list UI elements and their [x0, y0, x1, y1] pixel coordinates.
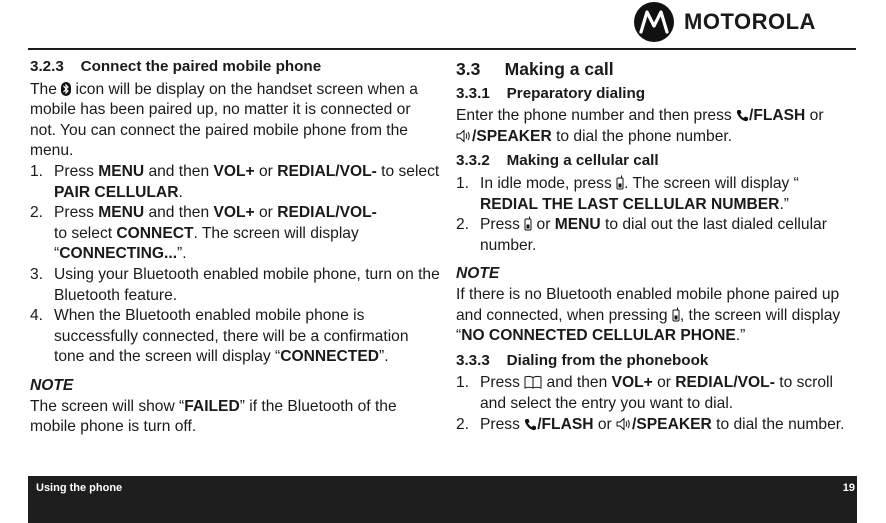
- brand-name: MOTOROLA: [684, 9, 816, 34]
- page-number: 19: [842, 482, 855, 494]
- page-footer: [28, 476, 857, 523]
- section-heading-3-3-3: 3.3.3 Dialing from the phonebook: [456, 351, 709, 369]
- header-rule: [28, 48, 856, 50]
- right-column: [456, 57, 860, 435]
- preparatory-dialing-text: Enter the phone number and then press /FLASH or /SPEAKER to dial the phone number.: [456, 107, 824, 145]
- motorola-logo-icon: [634, 2, 674, 42]
- list-item: 2. Press MENU and then VOL+ or REDIAL/VOL- to select CONNECT. The screen will display “CONNECTING...”.: [30, 204, 377, 263]
- connect-steps: [30, 162, 440, 368]
- step-number: 2.: [456, 216, 470, 234]
- list-item: 2. Press /FLASH or /SPEAKER to dial the number.: [456, 415, 860, 436]
- step-number: 1.: [456, 374, 470, 392]
- note-label: NOTE: [30, 376, 74, 394]
- note-label: NOTE: [456, 265, 500, 283]
- note-text: The screen will show “FAILED” if the Bluetooth of the mobile phone is turn off.: [30, 397, 397, 436]
- list-item: 3. Using your Bluetooth enabled mobile phone, turn on the Bluetooth feature.: [30, 265, 440, 304]
- talk-icon: [736, 109, 749, 122]
- step-number: 1.: [456, 174, 470, 192]
- cellular-icon: [672, 307, 680, 322]
- step-number: 1.: [30, 162, 44, 180]
- motorola-logo: [634, 1, 816, 43]
- phonebook-steps: [456, 373, 860, 435]
- intro-paragraph: [30, 80, 440, 162]
- note-text: If there is no Bluetooth enabled mobile phone paired up and connected, when pressing , the screen will display “NO CONNECTED CELLULAR PHONE.”: [456, 285, 841, 345]
- section-heading-3-2-3: 3.2.3 Connect the paired mobile phone: [30, 58, 322, 75]
- bluetooth-icon: [61, 82, 71, 96]
- phonebook-icon: [524, 375, 542, 389]
- cellular-icon: [616, 175, 624, 190]
- intro-text-a: The: [30, 80, 62, 98]
- speaker-icon: [616, 417, 632, 431]
- list-item: 4. When the Bluetooth enabled mobile phone is successfully connected, there will be a confirmation tone and the screen will display “CONNECTED”.: [30, 307, 409, 366]
- list-item: 2. Press or MENU to dial out the last dialed cellular number.: [456, 216, 827, 254]
- speaker-icon: [456, 129, 472, 143]
- intro-text-b: icon will be display on the handset screen when a mobile has been paired up, no matter it is connected or not. You can connect the paired mobile phone from the menu.: [30, 80, 418, 160]
- cellular-call-steps: [456, 174, 860, 256]
- cellular-icon: [524, 216, 532, 231]
- section-heading-3-3-1: 3.3.1 Preparatory dialing: [456, 84, 646, 102]
- footer-section-title: Using the phone: [36, 482, 123, 494]
- step-number: 3.: [30, 265, 44, 283]
- talk-icon: [524, 418, 537, 431]
- section-heading-3-3: 3.3 Making a call: [456, 59, 614, 79]
- list-item: 1. In idle mode, press . The screen will display “ REDIAL THE LAST CELLULAR NUMBER.”: [456, 174, 799, 213]
- list-item: 1. Press MENU and then VOL+ or REDIAL/VOL- to select PAIR CELLULAR.: [30, 162, 440, 201]
- step-number: 2.: [30, 204, 44, 222]
- list-item: 1. Press and then VOL+ or REDIAL/VOL- to scroll and select the entry you want to dial.: [456, 374, 833, 412]
- left-column: [30, 57, 440, 438]
- step-number: 4.: [30, 307, 44, 325]
- step-number: 2.: [456, 415, 470, 433]
- section-heading-3-3-2: 3.3.2 Making a cellular call: [456, 152, 659, 170]
